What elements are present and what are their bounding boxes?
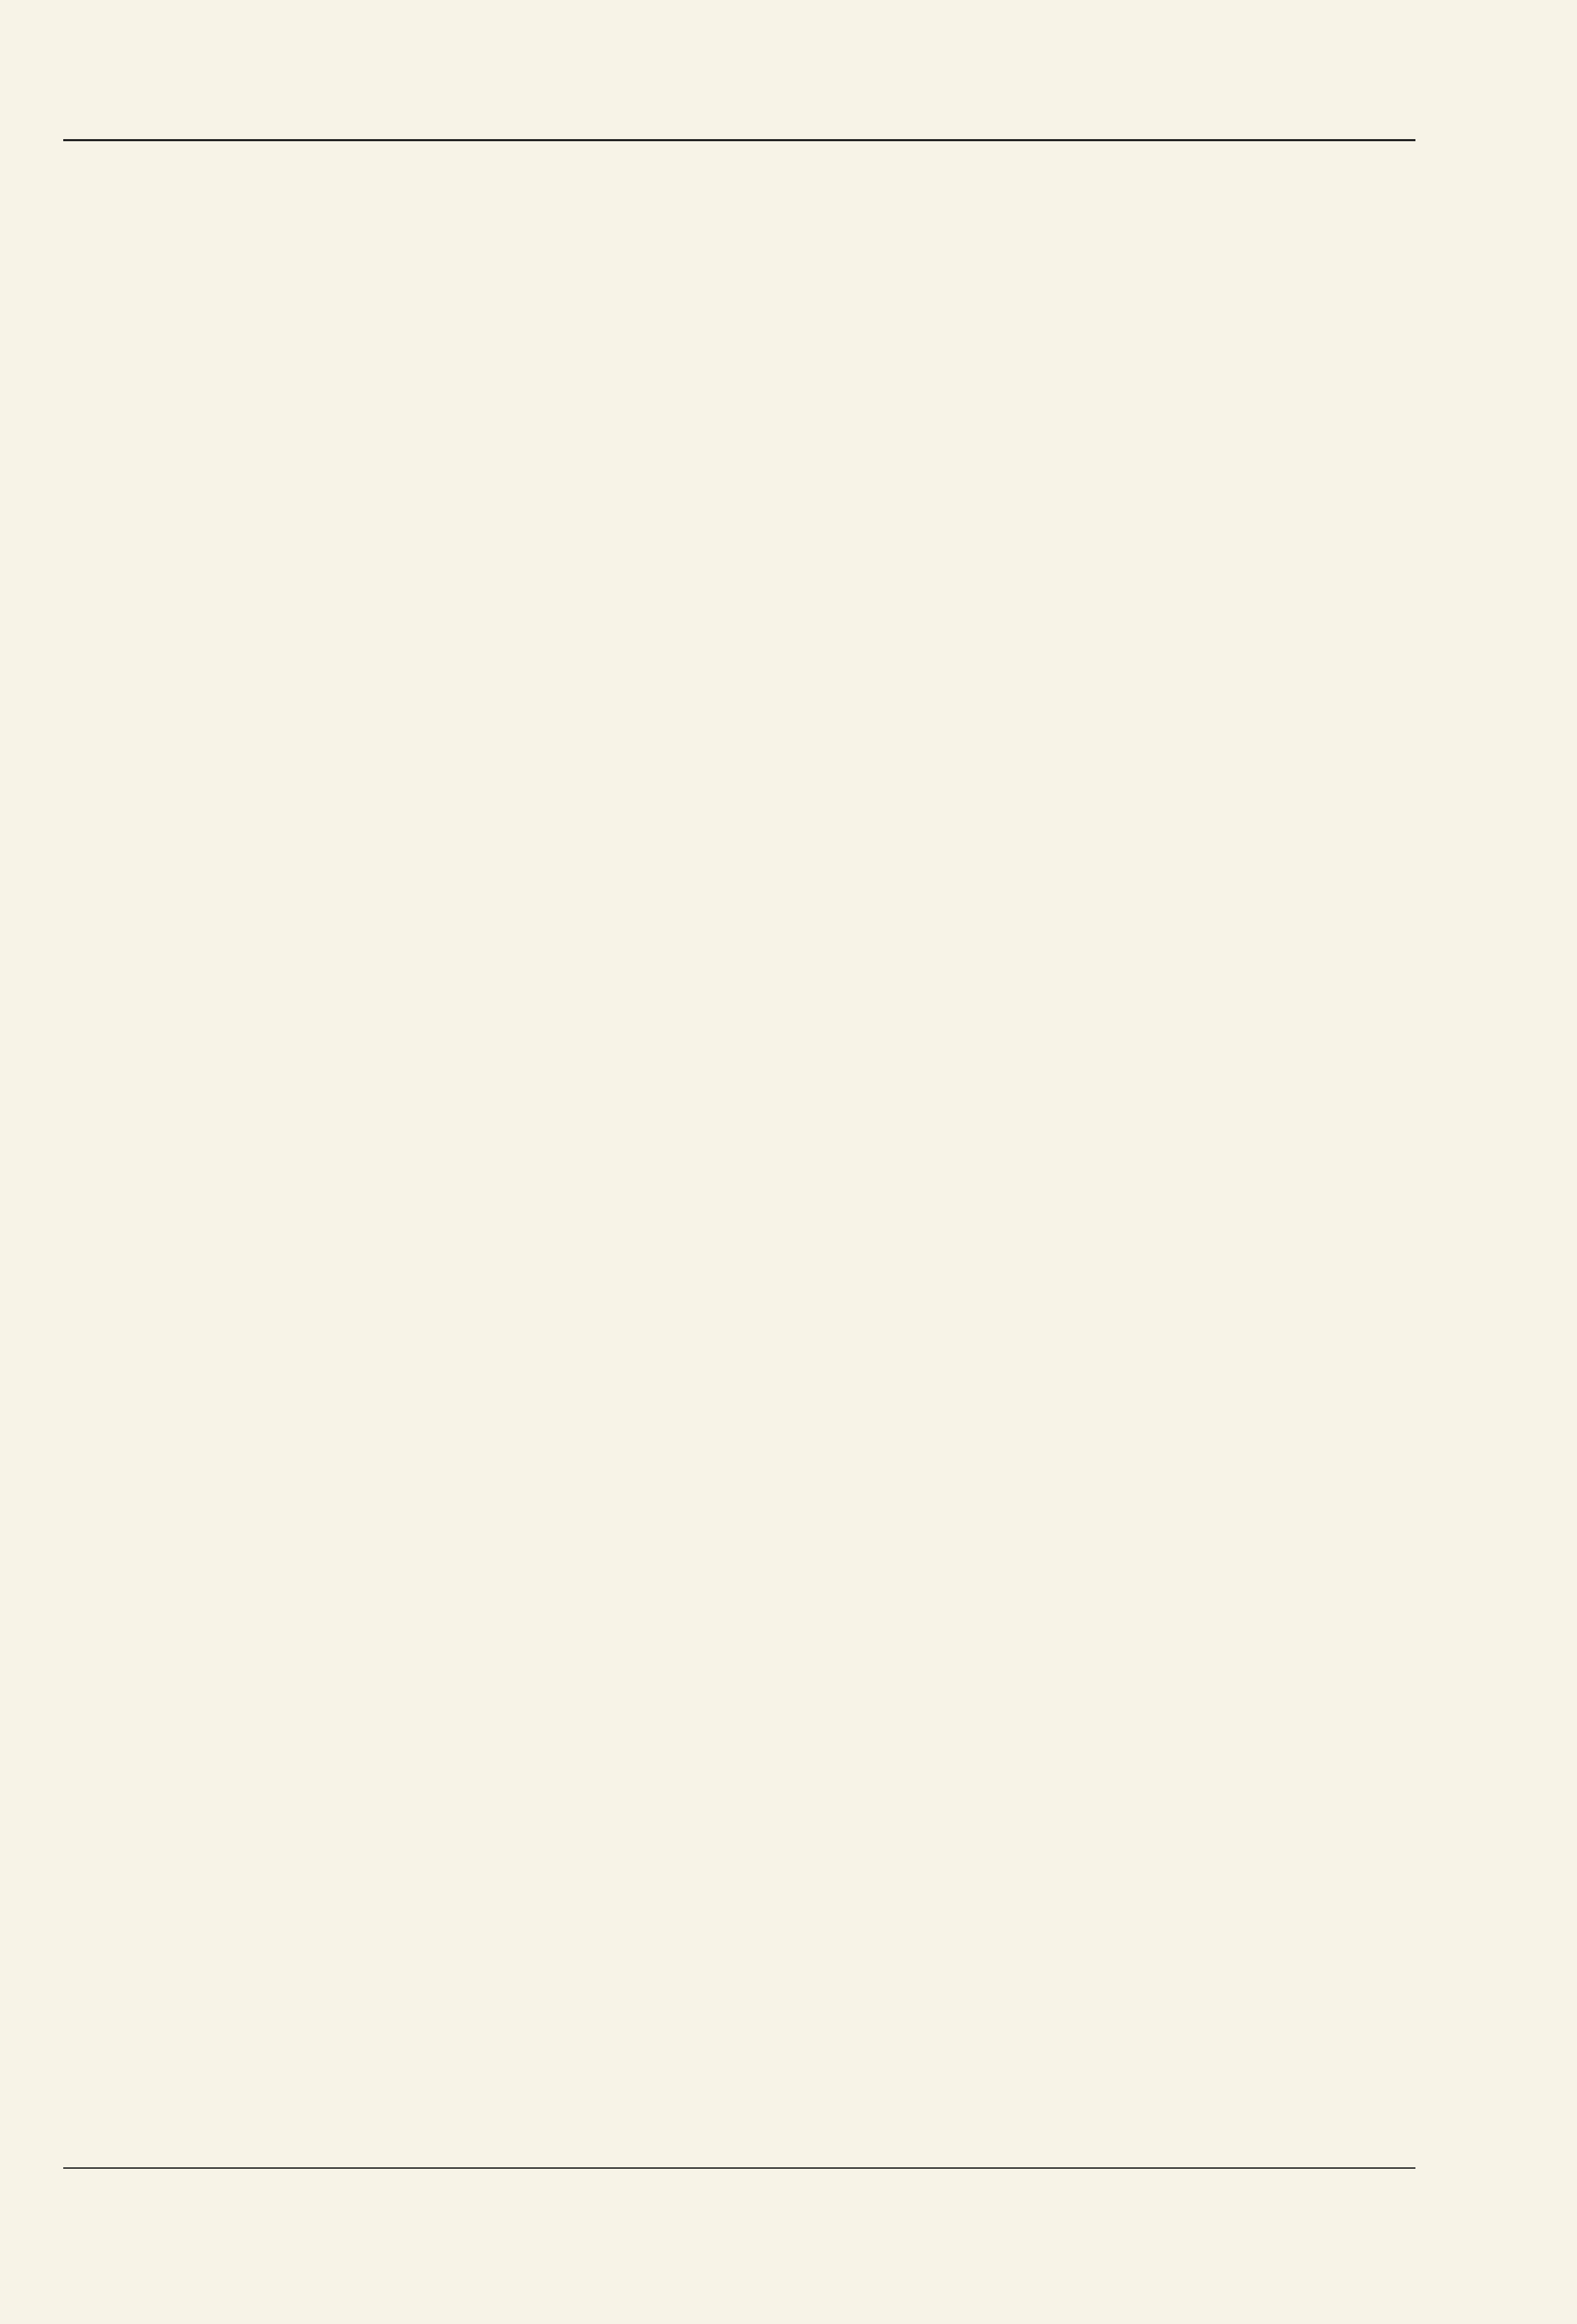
footer-rule [63, 2167, 1415, 2169]
